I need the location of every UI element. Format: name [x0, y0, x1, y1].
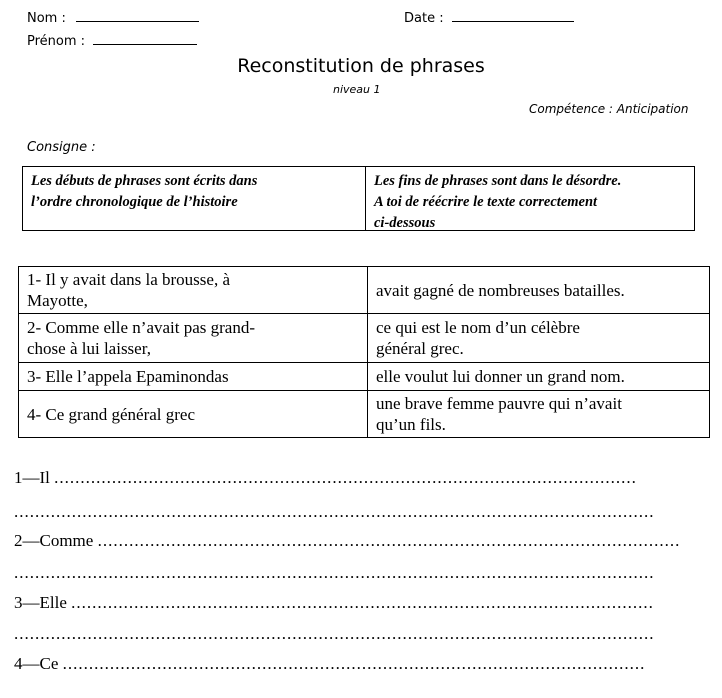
- answer-1-prefix: 1—Il: [14, 468, 50, 487]
- answer-line-1-continued[interactable]: [14, 502, 694, 522]
- answer-line-3[interactable]: [14, 593, 694, 613]
- prenom-field[interactable]: [27, 34, 197, 49]
- nom-label: Nom :: [27, 11, 66, 26]
- nom-field[interactable]: [27, 11, 199, 26]
- instructions-table: [22, 166, 695, 231]
- answer-4-prefix: 4—Ce: [14, 654, 59, 673]
- table-row: [19, 267, 710, 314]
- sentence-start-cell: [19, 267, 368, 314]
- dotted-fill: ...............................................................................................................: [54, 468, 637, 487]
- sentence-end-cell: [368, 267, 710, 314]
- sentence-start-line: chose à lui laisser,: [27, 339, 151, 358]
- sentence-end-cell: [368, 314, 710, 363]
- sentence-start-line: 1- Il y avait dans la brousse, à: [27, 270, 230, 289]
- sentence-end-line: elle voulut lui donner un grand nom.: [376, 367, 625, 386]
- instructions-right-line: ci-dessous: [374, 215, 436, 231]
- sentence-end-line: une brave femme pauvre qui n’avait: [376, 394, 622, 413]
- table-row: [19, 314, 710, 363]
- dotted-fill: ...............................................................................................................: [71, 593, 654, 612]
- sentence-end-cell: [368, 391, 710, 438]
- level-label: niveau 1: [333, 83, 381, 96]
- nom-blank-line[interactable]: [76, 21, 199, 22]
- date-field[interactable]: [404, 11, 574, 26]
- dotted-fill: ...............................................................................................................: [62, 654, 646, 673]
- sentence-start-cell: [19, 314, 368, 363]
- instructions-right-line: Les fins de phrases sont dans le désordre.: [374, 173, 622, 189]
- instructions-left-cell: [23, 167, 366, 230]
- table-row: [19, 363, 710, 391]
- instructions-left-line: l’ordre chronologique de l’histoire: [31, 194, 238, 210]
- answer-line-3-continued[interactable]: [14, 624, 694, 644]
- dotted-fill: ..........................................................................................................................: [14, 624, 655, 643]
- answer-line-1[interactable]: [14, 468, 694, 488]
- dotted-fill: ...............................................................................................................: [97, 531, 681, 550]
- sentence-start-cell: [19, 391, 368, 438]
- answer-line-2[interactable]: [14, 531, 694, 551]
- competence-label: Compétence : Anticipation: [529, 102, 689, 116]
- answer-2-prefix: 2—Comme: [14, 531, 94, 550]
- instructions-right-line: A toi de réécrire le texte correctement: [374, 194, 598, 210]
- sentence-start-line: 4- Ce grand général grec: [27, 404, 196, 424]
- answer-line-2-continued[interactable]: [14, 563, 694, 583]
- answer-3-prefix: 3—Elle: [14, 593, 67, 612]
- sentences-table: [18, 266, 710, 438]
- sentence-end-line: ce qui est le nom d’un célèbre: [376, 318, 580, 337]
- prenom-label: Prénom :: [27, 34, 86, 49]
- sentence-start-line: Mayotte,: [27, 291, 88, 310]
- sentence-start-cell: [19, 363, 368, 391]
- table-row: [19, 391, 710, 438]
- sentence-start-line: 2- Comme elle n’avait pas grand-: [27, 318, 256, 337]
- sentence-end-cell: [368, 363, 710, 391]
- sentence-start-line: 3- Elle l’appela Epaminondas: [27, 367, 229, 386]
- dotted-fill: ..........................................................................................................................: [14, 502, 655, 521]
- date-blank-line[interactable]: [452, 21, 574, 22]
- dotted-fill: ..........................................................................................................................: [14, 563, 655, 582]
- date-label: Date :: [404, 11, 444, 26]
- instructions-left-line: Les débuts de phrases sont écrits dans: [31, 173, 258, 189]
- sentence-end-line: avait gagné de nombreuses batailles.: [376, 280, 625, 300]
- prenom-blank-line[interactable]: [93, 44, 197, 45]
- page-title: Reconstitution de phrases: [237, 55, 485, 77]
- sentence-end-line: général grec.: [376, 339, 464, 358]
- sentence-end-line: qu’un fils.: [376, 415, 446, 434]
- consigne-label: Consigne :: [27, 140, 96, 155]
- instructions-right-cell: [366, 167, 694, 230]
- answer-line-4[interactable]: [14, 654, 694, 674]
